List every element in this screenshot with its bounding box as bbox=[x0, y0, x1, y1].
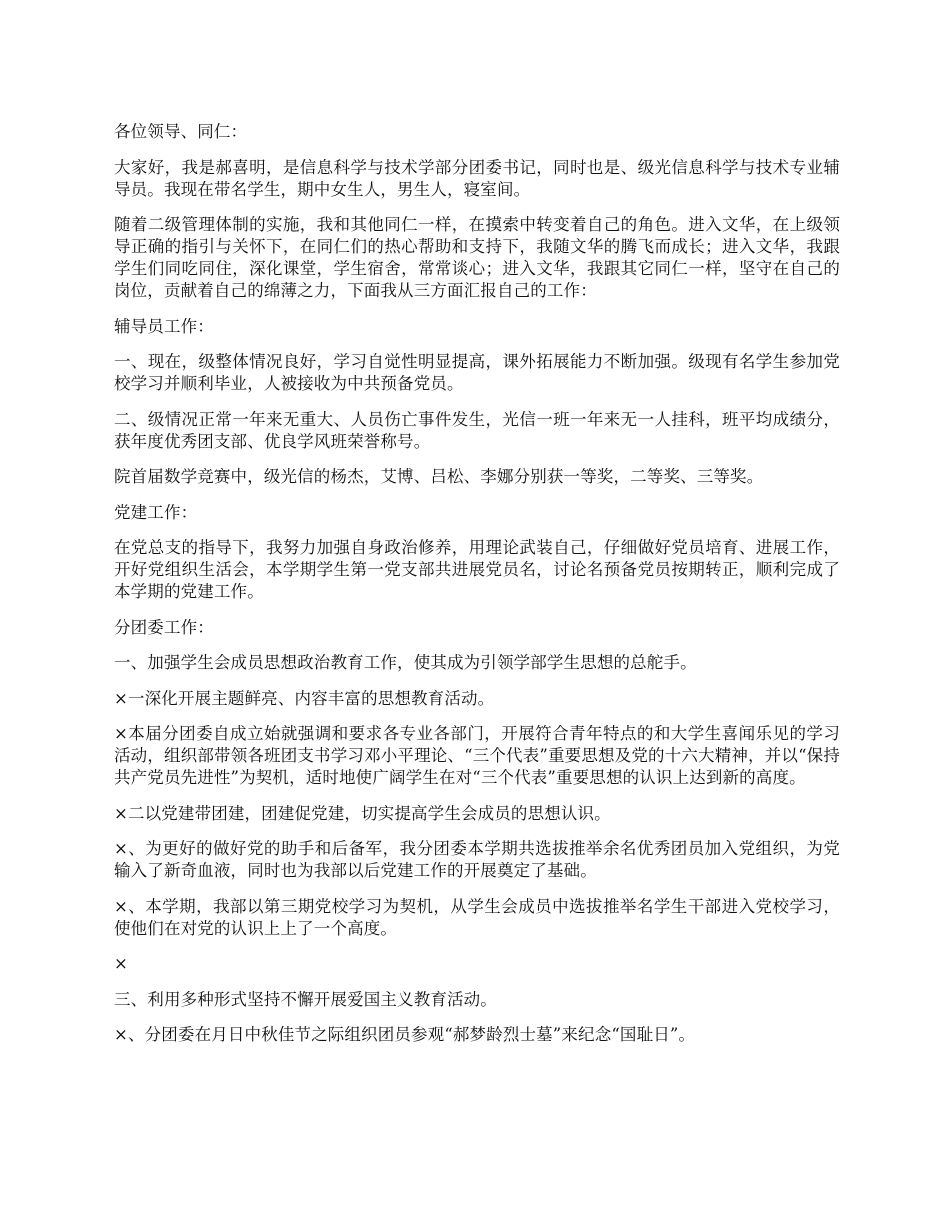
counselor-item-1: 一、现在，级整体情况良好，学习自觉性明显提高，课外拓展能力不断加强。级现有名学生参加党校学习并顺利毕业，人被接收为中共预备党员。 bbox=[114, 352, 840, 393]
league-item-3: 三、利用多种形式坚持不懈开展爱国主义教育活动。 bbox=[114, 989, 497, 1009]
league-subitem-2-detail-a: ×、为更好的做好党的助手和后备军，我分团委本学期共选拔推举余名优秀团员加入党组织，为党输入了新奇血液，同时也为我部以后党建工作的开展奠定了基础。 bbox=[114, 839, 840, 880]
league-item-1: 一、加强学生会成员思想政治教育工作，使其成为引领学部学生思想的总舵手。 bbox=[114, 653, 697, 672]
role-paragraph: 随着二级管理体制的实施，我和其他同仁一样，在摸索中转变着自己的角色。进入文华，在上级领导正确的指引与关怀下，在同仁们的热心帮助和支持下，我随文华的腾飞而成长；进入文华，我跟学生们同吃同住，深化课堂，学生宿舍，常常谈心；进入文华，我跟其它同仁一样，坚守在自己的岗位，贡献着自己的绵薄之力，下面我从三方面汇报自己的工作： bbox=[114, 215, 840, 300]
intro-paragraph: 大家好，我是郝喜明，是信息科学与技术学部分团委书记，同时也是、级光信息科学与技术专业辅导员。我现在带名学生，期中女生人，男生人，寝室间。 bbox=[114, 157, 840, 199]
league-subitem-1-detail: ×本届分团委自成立始就强调和要求各专业各部门，开展符合青年特点的和大学生喜闻乐见的学习活动，组织部带领各班团支书学习邓小平理论、“三个代表”重要思想及党的十六大精神，并以“保持共产党员先进性”为契机，适时地使广阔学生在对“三个代表”重要思想的认识上达到新的高度。 bbox=[114, 724, 840, 787]
league-subitem-marker: × bbox=[114, 954, 128, 973]
league-subitem-1: ×一深化开展主题鲜亮、内容丰富的思想教育活动。 bbox=[114, 688, 495, 708]
document-body bbox=[114, 121, 840, 1060]
league-item-3-detail: ×、分团委在月日中秋佳节之际组织团员参观“郝梦龄烈士墓”来纪念“国耻日”。 bbox=[114, 1025, 696, 1044]
salutation: 各位领导、同仁： bbox=[114, 122, 248, 141]
party-paragraph: 在党总支的指导下，我努力加强自身政治修养，用理论武装自己，仔细做好党员培育、进展工作，开好党组织生活会，本学期学生第一党支部共进展党员名，讨论名预备党员按期转正，顺利完成了本学期的党建工作。 bbox=[114, 538, 840, 601]
section-heading-party: 党建工作： bbox=[114, 502, 198, 522]
counselor-item-2: 二、级情况正常一年来无重大、人员伤亡事件发生，光信一班一年来无一人挂科，班平均成绩分，获年度优秀团支部、优良学风班荣誉称号。 bbox=[114, 409, 840, 451]
league-subitem-2-detail-b: ×、本学期，我部以第三期党校学习为契机，从学生会成员中选拔推举名学生干部进入党校学习，使他们在对党的认识上上了一个高度。 bbox=[114, 896, 840, 938]
section-heading-league: 分团委工作： bbox=[114, 617, 214, 637]
math-contest-paragraph: 院首届数学竞赛中，级光信的杨杰，艾博、吕松、李娜分别获一等奖，二等奖、三等奖。 bbox=[114, 467, 764, 486]
section-heading-counselor: 辅导员工作： bbox=[114, 316, 214, 336]
league-subitem-2: ×二以党建带团建，团建促党建，切实提高学生会成员的思想认识。 bbox=[114, 803, 611, 823]
